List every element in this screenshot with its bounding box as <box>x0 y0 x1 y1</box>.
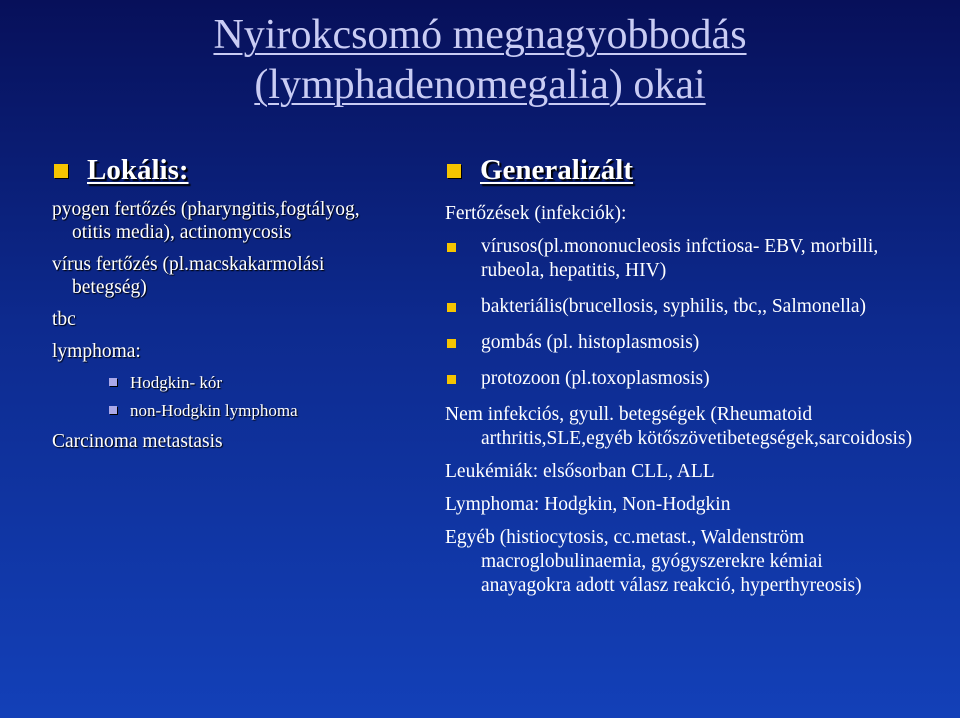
title-line-2: (lymphadenomegalia) okai <box>254 62 706 108</box>
bullet-list-item <box>445 331 915 355</box>
title-line-1: Nyirokcsomó megnagyobbodás <box>213 12 747 58</box>
list-item: Nem infekciós, gyull. betegségek (Rheumatoid arthritis,SLE,egyéb kötőszövetibetegségek,sarcoidosis) <box>445 404 913 449</box>
square-bullet-icon <box>109 378 117 386</box>
square-bullet-icon <box>447 164 461 178</box>
list-item: pyogen fertőzés (pharyngitis,fogtályog, otitis media), actinomycosis <box>52 199 360 243</box>
bullet-list-item <box>445 367 915 391</box>
square-bullet-icon <box>447 303 456 312</box>
square-bullet-icon <box>109 406 117 414</box>
bullet-list-item-text: protozoon (pl.toxoplasmosis) <box>481 368 710 389</box>
list-item: lymphoma: <box>52 341 141 362</box>
bullet-list-item-text: vírusos(pl.mononucleosis infctiosa- EBV, morbilli, rubeola, hepatitis, HIV) <box>481 236 879 281</box>
bullet-list-item-text: gombás (pl. histoplasmosis) <box>481 332 700 353</box>
bullet-list-item <box>445 235 915 283</box>
generalized-causes-list <box>445 202 915 598</box>
sub-list-item <box>52 372 397 394</box>
sub-list-item-text: Hodgkin- kór <box>130 373 223 392</box>
square-bullet-icon <box>54 164 68 178</box>
list-item: Carcinoma metastasis <box>52 431 223 452</box>
local-heading <box>52 152 397 188</box>
bullet-list-item <box>445 295 915 319</box>
square-bullet-icon <box>447 243 456 252</box>
sub-list-item-text: non-Hodgkin lymphoma <box>130 401 298 420</box>
list-item: Egyéb (histiocytosis, cc.metast., Waldenström macroglobulinaemia, gyógyszerekre kémiai anayagokra adott válasz reakció, hyperthyreosis) <box>445 527 862 596</box>
local-causes-column <box>52 152 397 462</box>
list-item: vírus fertőzés (pl.macskakarmolási betegség) <box>52 254 325 298</box>
list-item: tbc <box>52 309 76 330</box>
local-heading-text: Lokális: <box>87 154 189 186</box>
slide-title <box>0 10 960 110</box>
generalized-heading-text: Generalizált <box>480 154 634 186</box>
list-item: Lymphoma: Hodgkin, Non-Hodgkin <box>445 494 731 515</box>
local-causes-list <box>52 198 397 453</box>
list-item: Leukémiák: elsősorban CLL, ALL <box>445 461 715 482</box>
list-item: Fertőzések (infekciók): <box>445 203 627 224</box>
bullet-list-item-text: bakteriális(brucellosis, syphilis, tbc,, Salmonella) <box>481 296 867 317</box>
generalized-heading <box>445 152 915 188</box>
square-bullet-icon <box>447 375 456 384</box>
sub-list-item <box>52 400 397 422</box>
generalized-causes-column <box>445 152 915 607</box>
square-bullet-icon <box>447 339 456 348</box>
